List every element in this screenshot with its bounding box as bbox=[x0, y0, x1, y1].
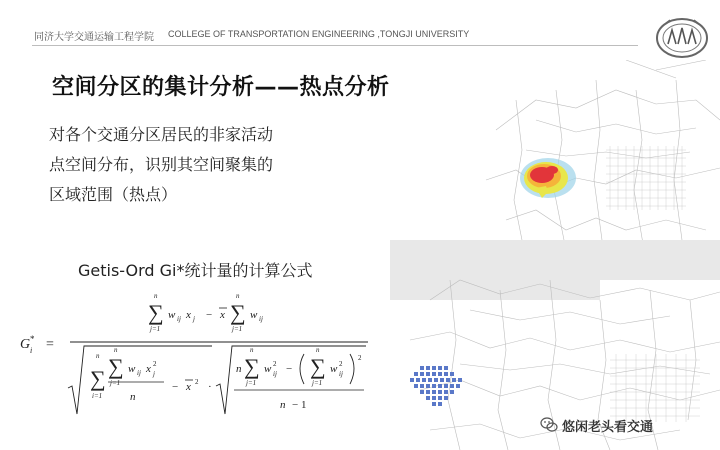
svg-text:·: · bbox=[208, 381, 212, 393]
description-line: 区域范围（热点） bbox=[49, 185, 178, 204]
svg-text:w: w bbox=[168, 309, 176, 321]
svg-text:x: x bbox=[186, 381, 191, 393]
formula-lhs bbox=[20, 334, 54, 355]
svg-text:w: w bbox=[250, 309, 258, 321]
header-school-cn: 同济大学交通运输工程学院 bbox=[34, 32, 154, 43]
slide-description bbox=[49, 120, 349, 210]
svg-text:j: j bbox=[153, 370, 155, 378]
svg-text:−: − bbox=[206, 309, 213, 321]
description-line: 点空间分布，识别其空间聚集的 bbox=[49, 155, 274, 174]
svg-text:∑: ∑ bbox=[310, 354, 326, 379]
svg-text:n: n bbox=[130, 391, 136, 403]
svg-text:x: x bbox=[186, 309, 191, 321]
svg-text:ij: ij bbox=[259, 315, 263, 323]
svg-text:x: x bbox=[146, 363, 151, 375]
zone-boundaries bbox=[486, 60, 720, 260]
wechat-icon bbox=[540, 416, 558, 434]
description-line: 对各个交通分区居民的非家活动 bbox=[49, 125, 274, 144]
svg-text:n: n bbox=[280, 399, 286, 411]
svg-text:w: w bbox=[264, 363, 272, 375]
svg-text:2: 2 bbox=[153, 360, 157, 368]
svg-text:n: n bbox=[236, 363, 242, 375]
svg-text:j=1: j=1 bbox=[312, 379, 323, 387]
wechat-watermark bbox=[538, 414, 720, 436]
svg-text:j=1: j=1 bbox=[232, 325, 243, 333]
svg-text:∑: ∑ bbox=[148, 300, 164, 325]
svg-text:j=1: j=1 bbox=[110, 379, 121, 387]
svg-text:i: i bbox=[30, 346, 33, 355]
svg-text:ij: ij bbox=[137, 369, 141, 377]
svg-text:w: w bbox=[128, 363, 136, 375]
svg-text:ij: ij bbox=[273, 370, 277, 378]
hotspot-cluster bbox=[520, 158, 576, 198]
svg-text:i=1: i=1 bbox=[92, 392, 103, 400]
svg-text:G: G bbox=[20, 337, 31, 352]
formula-caption: Getis-Ord Gi*统计量的计算公式 bbox=[78, 261, 313, 280]
svg-text:∑: ∑ bbox=[244, 354, 260, 379]
svg-text:x: x bbox=[220, 309, 225, 321]
svg-text:ij: ij bbox=[177, 315, 181, 323]
header-school-en: COLLEGE OF TRANSPORTATION ENGINEERING ,TONGJI UNIVERSITY bbox=[168, 29, 470, 39]
svg-text:n: n bbox=[250, 346, 254, 354]
svg-text:n: n bbox=[236, 292, 240, 300]
svg-text:∑: ∑ bbox=[108, 354, 124, 379]
svg-text:∑: ∑ bbox=[90, 366, 106, 391]
svg-text:− 1: − 1 bbox=[292, 399, 307, 411]
svg-text:n: n bbox=[316, 346, 320, 354]
svg-text:−: − bbox=[172, 381, 179, 393]
svg-text:j=1: j=1 bbox=[150, 325, 161, 333]
svg-text:n: n bbox=[96, 352, 100, 360]
watermark-text: 悠闲老头看交通 bbox=[562, 420, 654, 435]
svg-text:∑: ∑ bbox=[230, 300, 246, 325]
svg-text:2: 2 bbox=[339, 360, 343, 368]
svg-text:j=1: j=1 bbox=[246, 379, 257, 387]
svg-text:2: 2 bbox=[195, 378, 199, 386]
svg-text:ij: ij bbox=[339, 370, 343, 378]
slide-title: 空间分区的集计分析——热点分析 bbox=[52, 75, 390, 100]
gi-star-formula bbox=[14, 290, 374, 420]
svg-text:w: w bbox=[330, 363, 338, 375]
svg-text:2: 2 bbox=[358, 354, 362, 362]
urban-grid bbox=[606, 146, 686, 210]
svg-text:n: n bbox=[154, 292, 158, 300]
svg-text:−: − bbox=[286, 363, 293, 375]
svg-text:*: * bbox=[30, 334, 35, 344]
svg-text:n: n bbox=[114, 346, 118, 354]
formula-denominator bbox=[68, 346, 366, 414]
tongji-logo-icon bbox=[654, 14, 710, 60]
formula-numerator bbox=[148, 292, 263, 333]
svg-text:j: j bbox=[193, 315, 195, 323]
svg-text:2: 2 bbox=[273, 360, 277, 368]
svg-text:=: = bbox=[46, 337, 54, 352]
header-divider bbox=[32, 45, 638, 46]
